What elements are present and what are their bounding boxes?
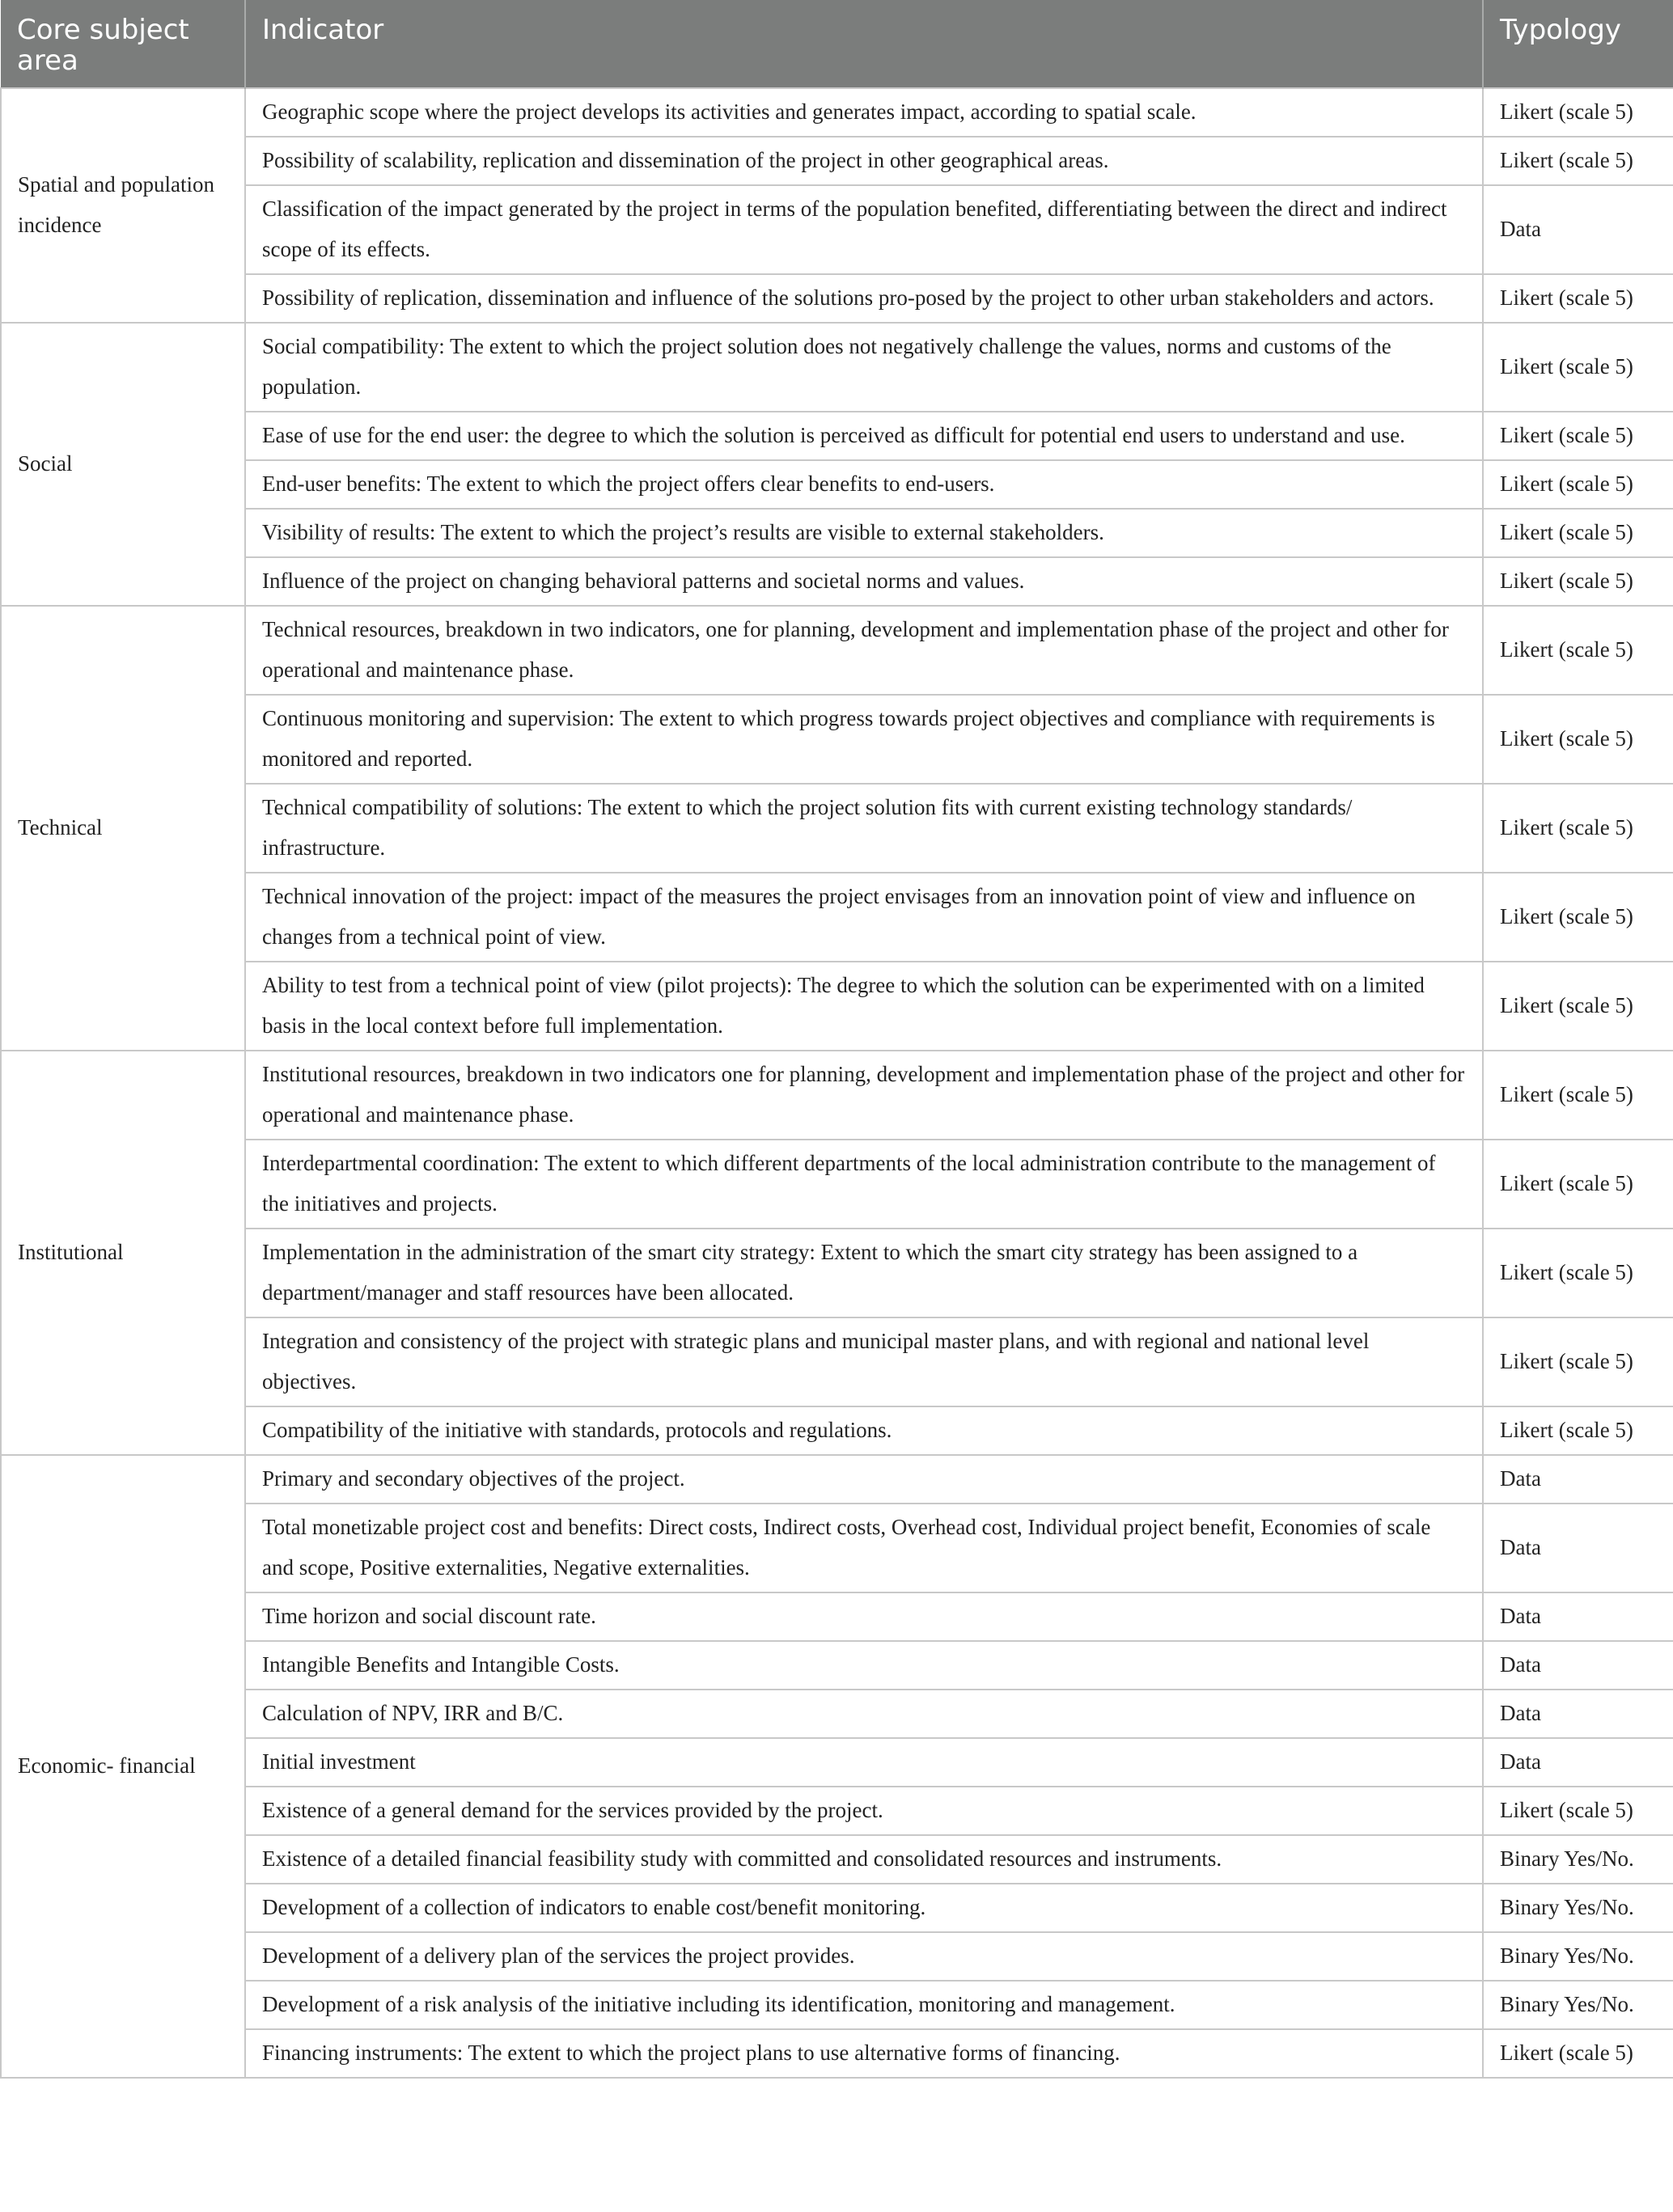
table-row: [1, 1229, 1673, 1317]
typology-cell: Likert (scale 5): [1483, 557, 1673, 606]
typology-cell: Likert (scale 5): [1483, 412, 1673, 460]
header-row: [1, 0, 1673, 88]
header-typology: Typology: [1483, 0, 1673, 88]
indicator-cell: Implementation in the administration of the smart city strategy: Extent to which the smart city strategy has been assigned to a department/manager and staff resources have been allocated.: [245, 1229, 1483, 1317]
typology-cell: Binary Yes/No.: [1483, 1835, 1673, 1884]
core-subject-area-cell: Spatial and population incidence: [1, 88, 245, 323]
table-row: [1, 2029, 1673, 2078]
table-row: [1, 1140, 1673, 1229]
typology-cell: Likert (scale 5): [1483, 1317, 1673, 1406]
table-row: [1, 1455, 1673, 1504]
typology-cell: Likert (scale 5): [1483, 695, 1673, 784]
table-row: [1, 1641, 1673, 1690]
indicator-cell: Continuous monitoring and supervision: The extent to which progress towards project objectives and compliance with requirements is monitored and reported.: [245, 695, 1483, 784]
indicator-cell: Time horizon and social discount rate.: [245, 1592, 1483, 1641]
table-row: [1, 1406, 1673, 1455]
table-row: [1, 1932, 1673, 1981]
typology-cell: Likert (scale 5): [1483, 274, 1673, 323]
typology-cell: Likert (scale 5): [1483, 1140, 1673, 1229]
table-row: [1, 1051, 1673, 1140]
table-row: [1, 1835, 1673, 1884]
typology-cell: Likert (scale 5): [1483, 606, 1673, 695]
table-row: [1, 274, 1673, 323]
table-row: [1, 1738, 1673, 1787]
table-row: [1, 1787, 1673, 1835]
typology-cell: Likert (scale 5): [1483, 137, 1673, 185]
indicator-cell: Calculation of NPV, IRR and B/C.: [245, 1690, 1483, 1738]
indicator-cell: Technical innovation of the project: impact of the measures the project envisages from an innovation point of view and influence on changes from a technical point of view.: [245, 873, 1483, 962]
typology-cell: Likert (scale 5): [1483, 962, 1673, 1051]
indicator-cell: Geographic scope where the project develops its activities and generates impact, according to spatial scale.: [245, 88, 1483, 137]
indicator-cell: Development of a delivery plan of the services the project provides.: [245, 1932, 1483, 1981]
table-row: [1, 1317, 1673, 1406]
table-row: [1, 1504, 1673, 1592]
table-row: [1, 606, 1673, 695]
indicator-cell: Interdepartmental coordination: The extent to which different departments of the local administration contribute to the management of the initiatives and projects.: [245, 1140, 1483, 1229]
typology-cell: Likert (scale 5): [1483, 1787, 1673, 1835]
indicator-cell: Integration and consistency of the project with strategic plans and municipal master plans, and with regional and national level objectives.: [245, 1317, 1483, 1406]
table-row: [1, 784, 1673, 873]
typology-cell: Likert (scale 5): [1483, 1406, 1673, 1455]
table-row: [1, 460, 1673, 509]
table-row: [1, 557, 1673, 606]
indicator-cell: End-user benefits: The extent to which the project offers clear benefits to end-users.: [245, 460, 1483, 509]
indicator-cell: Classification of the impact generated by the project in terms of the population benefited, differentiating between the direct and indirect scope of its effects.: [245, 185, 1483, 274]
indicator-cell: Intangible Benefits and Intangible Costs.: [245, 1641, 1483, 1690]
indicator-cell: Development of a collection of indicators to enable cost/benefit monitoring.: [245, 1884, 1483, 1932]
indicator-cell: Compatibility of the initiative with standards, protocols and regulations.: [245, 1406, 1483, 1455]
table-row: [1, 509, 1673, 557]
typology-cell: Data: [1483, 1592, 1673, 1641]
table-row: [1, 412, 1673, 460]
table-row: [1, 323, 1673, 412]
typology-cell: Likert (scale 5): [1483, 88, 1673, 137]
table-row: [1, 137, 1673, 185]
indicator-cell: Ability to test from a technical point of view (pilot projects): The degree to which the solution can be experimented with on a limited basis in the local context before full implementation.: [245, 962, 1483, 1051]
typology-cell: Likert (scale 5): [1483, 873, 1673, 962]
header-indicator: Indicator: [245, 0, 1483, 88]
typology-cell: Likert (scale 5): [1483, 323, 1673, 412]
header-core-subject-area: Core subject area: [1, 0, 245, 88]
indicator-cell: Existence of a general demand for the services provided by the project.: [245, 1787, 1483, 1835]
core-subject-area-cell: Economic- financial: [1, 1455, 245, 2078]
typology-cell: Data: [1483, 185, 1673, 274]
typology-cell: Binary Yes/No.: [1483, 1981, 1673, 2029]
indicator-cell: Total monetizable project cost and benefits: Direct costs, Indirect costs, Overhead cost, Individual project benefit, Economies of scale and scope, Positive externalities, Negative externalities.: [245, 1504, 1483, 1592]
indicator-cell: Existence of a detailed financial feasibility study with committed and consolidated resources and instruments.: [245, 1835, 1483, 1884]
typology-cell: Data: [1483, 1504, 1673, 1592]
indicator-cell: Influence of the project on changing behavioral patterns and societal norms and values.: [245, 557, 1483, 606]
core-subject-area-cell: Technical: [1, 606, 245, 1051]
table-row: [1, 962, 1673, 1051]
indicator-cell: Ease of use for the end user: the degree to which the solution is perceived as difficult for potential end users to understand and use.: [245, 412, 1483, 460]
indicator-cell: Development of a risk analysis of the initiative including its identification, monitoring and management.: [245, 1981, 1483, 2029]
indicator-cell: Possibility of scalability, replication and dissemination of the project in other geographical areas.: [245, 137, 1483, 185]
table-row: [1, 185, 1673, 274]
typology-cell: Likert (scale 5): [1483, 784, 1673, 873]
core-subject-area-cell: Institutional: [1, 1051, 245, 1455]
typology-cell: Binary Yes/No.: [1483, 1932, 1673, 1981]
typology-cell: Likert (scale 5): [1483, 1051, 1673, 1140]
typology-cell: Binary Yes/No.: [1483, 1884, 1673, 1932]
typology-cell: Data: [1483, 1738, 1673, 1787]
table-row: [1, 1884, 1673, 1932]
indicator-cell: Social compatibility: The extent to which the project solution does not negatively challenge the values, norms and customs of the population.: [245, 323, 1483, 412]
typology-cell: Likert (scale 5): [1483, 2029, 1673, 2078]
indicator-cell: Institutional resources, breakdown in two indicators one for planning, development and implementation phase of the project and other for operational and maintenance phase.: [245, 1051, 1483, 1140]
indicator-cell: Financing instruments: The extent to which the project plans to use alternative forms of financing.: [245, 2029, 1483, 2078]
indicator-cell: Initial investment: [245, 1738, 1483, 1787]
table-row: [1, 1981, 1673, 2029]
table-body: [1, 88, 1673, 2078]
table-row: [1, 1592, 1673, 1641]
indicator-cell: Visibility of results: The extent to which the project’s results are visible to external stakeholders.: [245, 509, 1483, 557]
typology-cell: Data: [1483, 1455, 1673, 1504]
indicator-cell: Technical compatibility of solutions: The extent to which the project solution fits with current existing technology standards/ infrastructure.: [245, 784, 1483, 873]
table-row: [1, 1690, 1673, 1738]
typology-cell: Likert (scale 5): [1483, 1229, 1673, 1317]
table-row: [1, 88, 1673, 137]
typology-cell: Data: [1483, 1641, 1673, 1690]
typology-cell: Data: [1483, 1690, 1673, 1738]
typology-cell: Likert (scale 5): [1483, 509, 1673, 557]
indicator-cell: Primary and secondary objectives of the project.: [245, 1455, 1483, 1504]
core-subject-area-cell: Social: [1, 323, 245, 606]
table-row: [1, 873, 1673, 962]
indicator-cell: Possibility of replication, dissemination and influence of the solutions pro-posed by the project to other urban stakeholders and actors.: [245, 274, 1483, 323]
indicator-cell: Technical resources, breakdown in two indicators, one for planning, development and implementation phase of the project and other for operational and maintenance phase.: [245, 606, 1483, 695]
table-row: [1, 695, 1673, 784]
table-header: [1, 0, 1673, 88]
typology-cell: Likert (scale 5): [1483, 460, 1673, 509]
